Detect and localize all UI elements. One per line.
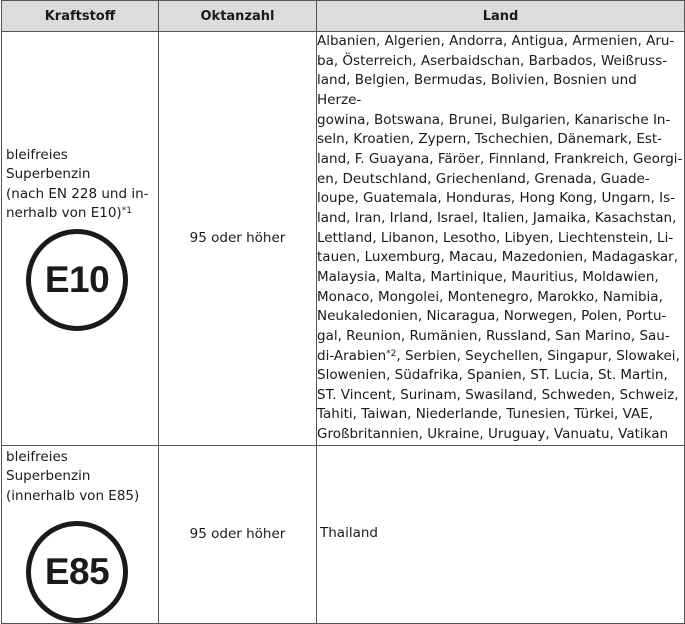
country-line: land, Belgien, Bermudas, Bolivien, Bosnien und Herze- — [317, 72, 637, 108]
country-line: tauen, Luxemburg, Macau, Mazedonien, Madagaskar, — [317, 249, 679, 266]
fuel-cell — [2, 32, 159, 446]
fuel-name-line: (nach EN 228 und in- — [6, 185, 149, 202]
footnote-marker: *2 — [386, 348, 397, 359]
country-line: land, F. Guayana, Färöer, Finnland, Frankreich, Georgi- — [317, 150, 683, 167]
country-cell: Thailand — [317, 445, 685, 623]
country-line: Lettland, Libanon, Lesotho, Libyen, Liechtenstein, Li- — [317, 229, 674, 246]
country-line: land, Iran, Irland, Israel, Italien, Jamaika, Kasachstan, — [317, 209, 677, 226]
country-line: ST. Vincent, Surinam, Swasiland, Schweden, Schweiz, — [317, 386, 679, 403]
country-line: Albanien, Algerien, Andorra, Antigua, Armenien, Aru- — [317, 33, 675, 49]
country-line: ba, Österreich, Aserbaidschan, Barbados, Weißruss- — [317, 52, 668, 69]
country-cell — [317, 32, 685, 446]
octane-cell: 95 oder höher — [159, 445, 317, 623]
table-row — [2, 445, 685, 623]
footnote-marker: *1 — [121, 206, 132, 217]
country-line: Slowenien, Südafrika, Spanien, ST. Lucia, St. Martin, — [317, 367, 668, 384]
fuel-name — [2, 446, 158, 507]
fuel-name-line: (innerhalb von E85) — [6, 487, 140, 504]
country-line: Neukaledonien, Nicaragua, Norwegen, Polen, Portu- — [317, 308, 667, 325]
country-line: Malaysia, Malta, Martinique, Mauritius, Moldawien, — [317, 268, 659, 285]
country-line: seln, Kroatien, Zypern, Tschechien, Dänemark, Est- — [317, 131, 663, 148]
country-line: Monaco, Mongolei, Montenegro, Marokko, Namibia, — [317, 288, 663, 305]
header-fuel: Kraftstoff — [2, 1, 159, 32]
fuel-name-line: bleifreies Superbenzin — [6, 448, 91, 485]
fuel-table — [1, 0, 685, 624]
fuel-name-line: bleifreies Superbenzin — [6, 146, 91, 183]
octane-cell: 95 oder höher — [159, 32, 317, 446]
header-octane: Oktanzahl — [159, 1, 317, 32]
country-line: loupe, Guatemala, Honduras, Hong Kong, Ungarn, Is- — [317, 190, 676, 207]
fuel-cell — [2, 445, 159, 623]
e85-badge-icon: E85 — [26, 521, 128, 623]
country-line: di-Arabien$^{*2}$, Serbien, Seychellen, Singapur, Slowakei, — [317, 347, 680, 364]
country-line: gal, Reunion, Rumänien, Russland, San Marino, Sau- — [317, 327, 670, 344]
country-line: Großbritannien, Ukraine, Uruguay, Vanuatu, Vatikan — [317, 426, 669, 443]
header-country: Land — [317, 1, 685, 32]
header-row — [2, 1, 685, 32]
table-row — [2, 32, 685, 446]
fuel-name-line: nerhalb von E10)$^{*1}$ — [6, 205, 132, 222]
e10-badge-icon: E10 — [26, 229, 128, 331]
country-line: en, Deutschland, Griechenland, Grenada, Guade- — [317, 170, 650, 187]
country-line: gowina, Botswana, Brunei, Bulgarien, Kanarische In- — [317, 111, 671, 128]
country-line: Tahiti, Taiwan, Niederlande, Tunesien, Türkei, VAE, — [317, 406, 654, 423]
fuel-name — [2, 146, 158, 224]
